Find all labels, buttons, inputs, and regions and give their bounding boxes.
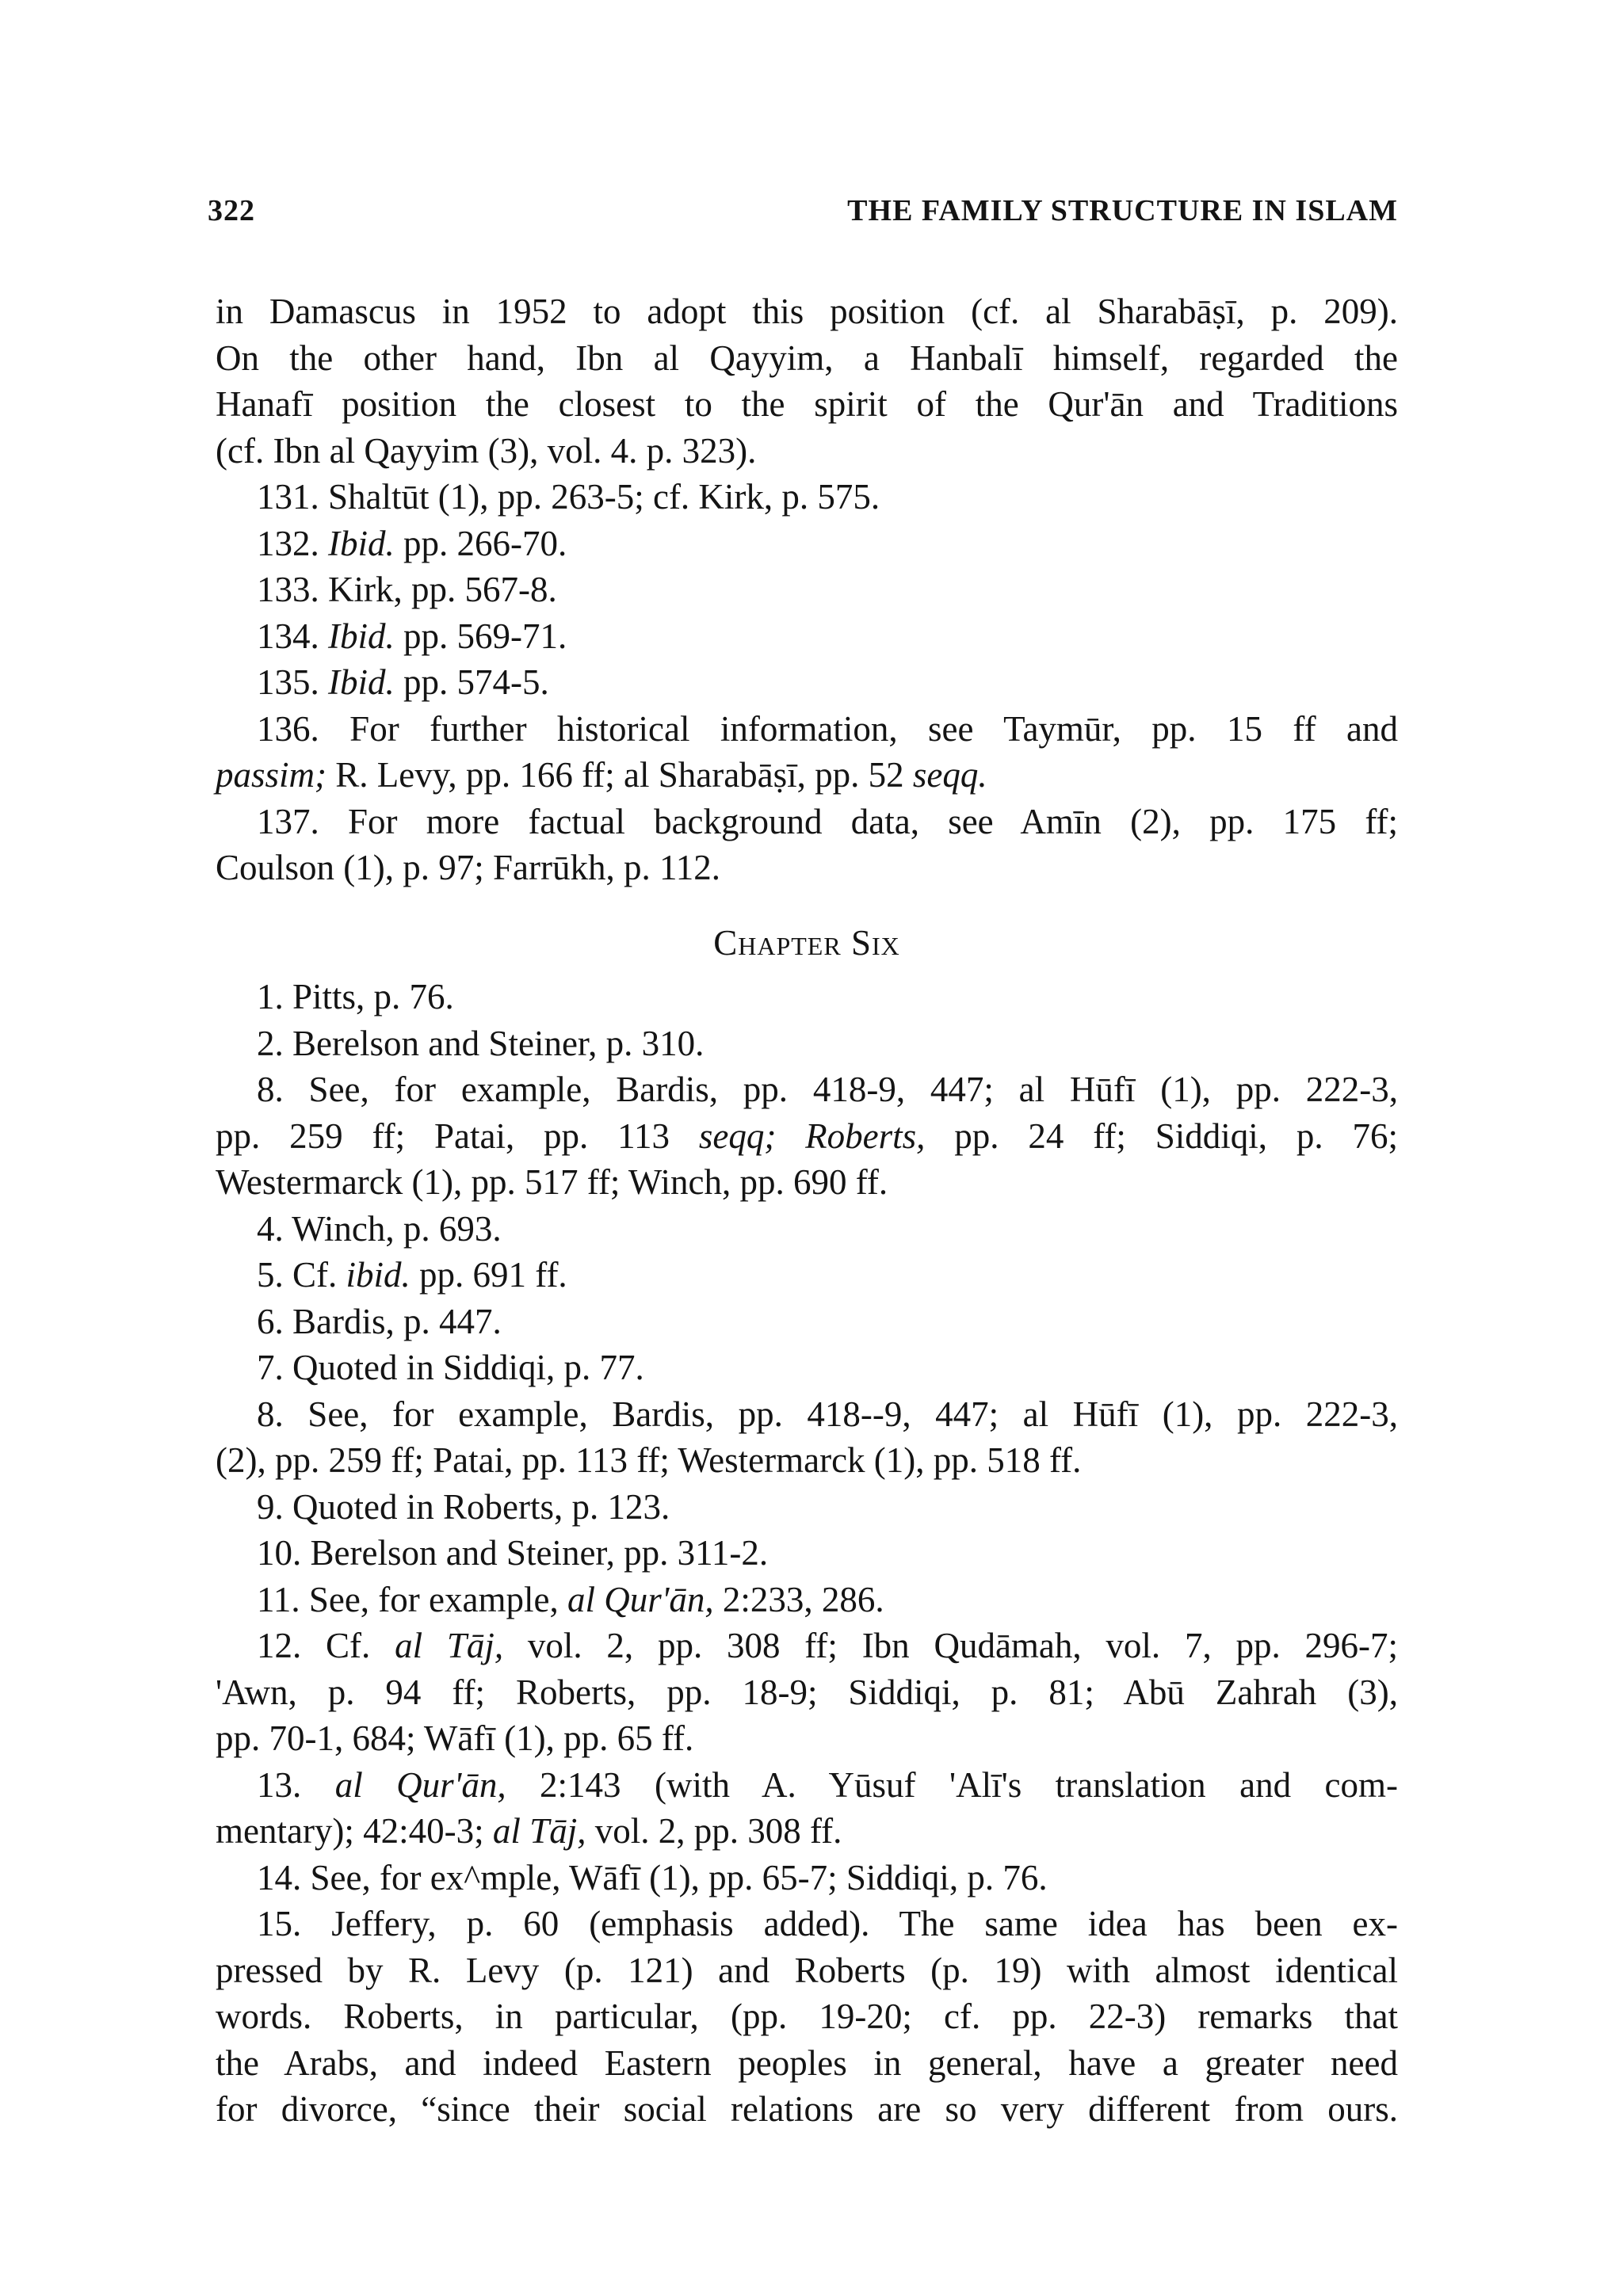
note-13: 13. al Qur'ān, 2:143 (with A. Yūsuf 'Alī's translation and com-: [257, 1764, 1398, 1805]
note-9: 9. Quoted in Roberts, p. 123.: [257, 1486, 670, 1527]
running-title: THE FAMILY STRUCTURE IN ISLAM: [847, 194, 1398, 227]
note-132: 132. Ibid. pp. 266-70.: [257, 523, 567, 563]
notes-text: [216, 288, 1398, 2133]
note-133: 133. Kirk, pp. 567-8.: [257, 570, 557, 609]
note-11: 11. See, for example, al Qur'ān, 2:233, 286.: [257, 1579, 884, 1619]
note-136: 136. For further historical information, see Taymūr, pp. 15 ff and: [257, 708, 1398, 749]
note-10: 10. Berelson and Steiner, pp. 311-2.: [257, 1533, 769, 1573]
note-8-cont: (2), pp. 259 ff; Patai, pp. 113 ff; Westermarck (1), pp. 518 ff.: [216, 1440, 1082, 1480]
page-number: 322: [208, 194, 255, 227]
note-12-cont: pp. 70-1, 684; Wāfī (1), pp. 65 ff.: [216, 1718, 694, 1758]
note-15: 15. Jeffery, p. 60 (emphasis added). The same idea has been ex-: [257, 1904, 1398, 1943]
note-4: 4. Winch, p. 693.: [257, 1208, 502, 1249]
text-line: in Damascus in 1952 to adopt this position (cf. al Sharabāṣī, p. 209).: [216, 292, 1398, 331]
note-15-cont: the Arabs, and indeed Eastern peoples in general, have a greater need: [216, 2042, 1398, 2083]
note-1: 1. Pitts, p. 76.: [257, 977, 454, 1016]
note-12: 12. Cf. al Tāj, vol. 2, pp. 308 ff; Ibn Qudāmah, vol. 7, pp. 296-7;: [257, 1626, 1398, 1665]
note-136-cont: passim; R. Levy, pp. 166 ff; al Sharabāṣī, pp. 52 seqq.: [216, 755, 987, 795]
note-135: 135. Ibid. pp. 574-5.: [257, 662, 549, 702]
note-13-cont: mentary); 42:40-3; al Tāj, vol. 2, pp. 308 ff.: [216, 1811, 842, 1851]
text-line: On the other hand, Ibn al Qayyim, a Hanbalī himself, regarded the: [216, 338, 1398, 378]
note-3-cont: Westermarck (1), pp. 517 ff; Winch, pp. 690 ff.: [216, 1162, 888, 1202]
note-15-cont: for divorce, “since their social relations are so very different from ours.: [216, 2089, 1398, 2129]
running-head: [208, 193, 1396, 241]
chapter-heading: Chapter Six: [713, 922, 900, 963]
note-3-cont: pp. 259 ff; Patai, pp. 113 seqq; Roberts, pp. 24 ff; Siddiqi, p. 76;: [216, 1116, 1398, 1156]
note-137: 137. For more factual background data, see Amīn (2), pp. 175 ff;: [257, 801, 1398, 841]
note-6: 6. Bardis, p. 447.: [257, 1301, 502, 1341]
note-137-cont: Coulson (1), p. 97; Farrūkh, p. 112.: [216, 848, 721, 887]
text-line: Hanafī position the closest to the spirit of the Qur'ān and Traditions: [216, 384, 1398, 424]
text-line: (cf. Ibn al Qayyim (3), vol. 4. p. 323).: [216, 430, 757, 471]
note-5: 5. Cf. ibid. pp. 691 ff.: [257, 1255, 567, 1295]
note-15-cont: words. Roberts, in particular, (pp. 19-20; cf. pp. 22-3) remarks that: [216, 1997, 1398, 2036]
note-131: 131. Shaltūt (1), pp. 263-5; cf. Kirk, p. 575.: [257, 477, 880, 517]
note-12-cont: 'Awn, p. 94 ff; Roberts, pp. 18-9; Siddiqi, p. 81; Abū Zahrah (3),: [216, 1672, 1398, 1712]
note-15-cont: pressed by R. Levy (p. 121) and Roberts (p. 19) with almost identical: [216, 1950, 1398, 1990]
note-3: 8. See, for example, Bardis, pp. 418-9, 447; al Hūfī (1), pp. 222-3,: [257, 1070, 1398, 1109]
note-14: 14. See, for ex^mple, Wāfī (1), pp. 65-7; Siddiqi, p. 76.: [257, 1857, 1048, 1897]
note-2: 2. Berelson and Steiner, p. 310.: [257, 1023, 705, 1063]
note-8: 8. See, for example, Bardis, pp. 418--9, 447; al Hūfī (1), pp. 222-3,: [257, 1394, 1398, 1434]
note-134: 134. Ibid. pp. 569-71.: [257, 616, 567, 656]
note-7: 7. Quoted in Siddiqi, p. 77.: [257, 1348, 644, 1387]
